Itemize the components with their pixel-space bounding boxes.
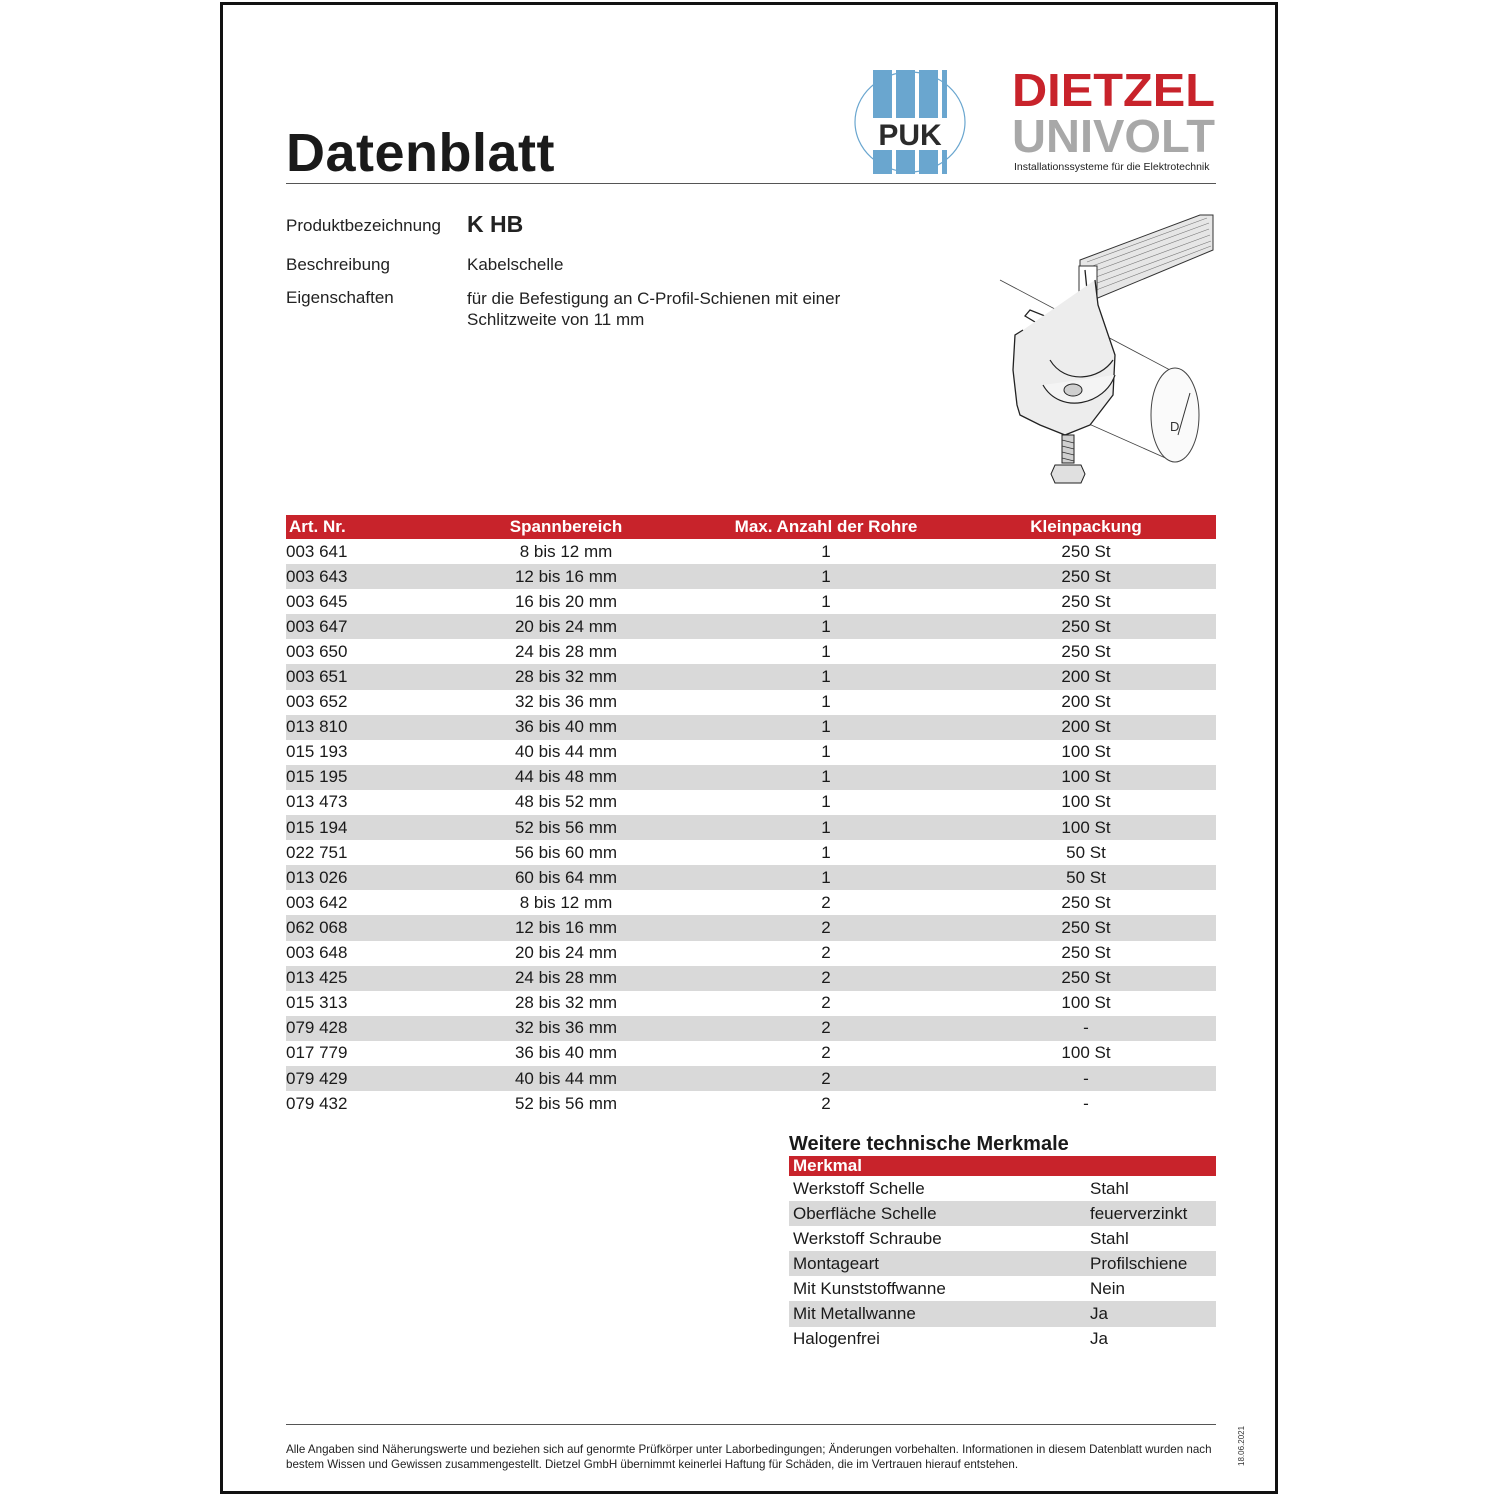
- puk-logo: [853, 68, 968, 176]
- table-row: [286, 966, 1216, 991]
- table-row: [286, 740, 1216, 765]
- kleinpackung-cell: 250 St: [1061, 591, 1111, 611]
- col-max-rohre: Max. Anzahl der Rohre: [734, 517, 918, 536]
- spannbereich-cell: 40 bis 44 mm: [514, 1068, 618, 1088]
- spannbereich-cell: 12 bis 16 mm: [514, 917, 618, 937]
- max-rohre-cell: 1: [821, 541, 831, 561]
- art-nr-cell: 079 432: [286, 1093, 348, 1113]
- art-nr-cell: 003 645: [286, 591, 348, 611]
- max-rohre-cell: 1: [821, 591, 831, 611]
- spannbereich-cell: 52 bis 56 mm: [514, 1093, 618, 1113]
- articles-table-header: [286, 515, 1216, 539]
- feature-value-cell: Nein: [1090, 1278, 1125, 1298]
- max-rohre-cell: 1: [821, 742, 831, 762]
- feature-row: [789, 1327, 1216, 1352]
- spannbereich-cell: 20 bis 24 mm: [514, 943, 618, 963]
- kleinpackung-cell: -: [1083, 1093, 1089, 1113]
- art-nr-cell: 079 428: [286, 1018, 348, 1038]
- feature-value-cell: Stahl: [1090, 1178, 1129, 1198]
- table-row: [286, 890, 1216, 915]
- kleinpackung-cell: 200 St: [1061, 692, 1111, 712]
- description-value: Kabelschelle: [467, 255, 564, 274]
- product-name: K HB: [467, 211, 524, 237]
- feature-row: [789, 1176, 1216, 1201]
- feature-name-cell: Oberfläche Schelle: [793, 1203, 937, 1223]
- kleinpackung-cell: 50 St: [1066, 842, 1106, 862]
- spannbereich-cell: 28 bis 32 mm: [514, 667, 618, 687]
- max-rohre-cell: 2: [821, 1018, 831, 1038]
- table-row: [286, 941, 1216, 966]
- max-rohre-cell: 2: [821, 943, 831, 963]
- art-nr-cell: 003 651: [286, 667, 348, 687]
- feature-value-cell: Ja: [1090, 1329, 1108, 1349]
- description-label: Beschreibung: [286, 255, 390, 274]
- univolt-logo-text: UNIVOLT: [1012, 110, 1215, 162]
- max-rohre-cell: 2: [821, 968, 831, 988]
- kleinpackung-cell: 250 St: [1061, 566, 1111, 586]
- table-row: [286, 664, 1216, 689]
- spannbereich-cell: 32 bis 36 mm: [514, 1018, 618, 1038]
- art-nr-cell: 003 642: [286, 892, 348, 912]
- max-rohre-cell: 1: [821, 641, 831, 661]
- max-rohre-cell: 1: [821, 616, 831, 636]
- art-nr-cell: 015 195: [286, 767, 348, 787]
- spannbereich-cell: 32 bis 36 mm: [514, 692, 618, 712]
- art-nr-cell: 022 751: [286, 842, 348, 862]
- max-rohre-cell: 2: [821, 1093, 831, 1113]
- feature-row: [789, 1251, 1216, 1276]
- pipe-diameter-label: D: [1170, 419, 1180, 434]
- art-nr-cell: 017 779: [286, 1043, 348, 1063]
- table-row: [286, 840, 1216, 865]
- spannbereich-cell: 20 bis 24 mm: [514, 616, 618, 636]
- table-row: [286, 589, 1216, 614]
- art-nr-cell: 015 313: [286, 993, 348, 1013]
- kleinpackung-cell: 100 St: [1061, 817, 1111, 837]
- kleinpackung-cell: 250 St: [1061, 892, 1111, 912]
- art-nr-cell: 015 194: [286, 817, 348, 837]
- max-rohre-cell: 1: [821, 817, 831, 837]
- kleinpackung-cell: -: [1083, 1018, 1089, 1038]
- kleinpackung-cell: 250 St: [1061, 541, 1111, 561]
- articles-table: [286, 515, 1216, 1116]
- table-row: [286, 1016, 1216, 1041]
- table-row: [286, 1066, 1216, 1091]
- max-rohre-cell: 1: [821, 717, 831, 737]
- table-row: [286, 765, 1216, 790]
- kleinpackung-cell: 250 St: [1061, 917, 1111, 937]
- spannbereich-cell: 44 bis 48 mm: [514, 767, 618, 787]
- feature-name-cell: Werkstoff Schelle: [793, 1178, 925, 1198]
- max-rohre-cell: 1: [821, 792, 831, 812]
- kleinpackung-cell: 250 St: [1061, 943, 1111, 963]
- table-row: [286, 865, 1216, 890]
- spannbereich-cell: 8 bis 12 mm: [519, 541, 613, 561]
- table-row: [286, 639, 1216, 664]
- feature-row: [789, 1226, 1216, 1251]
- properties-label: Eigenschaften: [286, 288, 394, 307]
- kleinpackung-cell: 50 St: [1066, 867, 1106, 887]
- table-row: [286, 715, 1216, 740]
- art-nr-cell: 003 652: [286, 692, 348, 712]
- feature-row: [789, 1201, 1216, 1226]
- table-row: [286, 539, 1216, 564]
- articles-table-body: [286, 539, 1216, 1116]
- art-nr-cell: 013 473: [286, 792, 348, 812]
- table-row: [286, 991, 1216, 1016]
- kleinpackung-cell: -: [1083, 1068, 1089, 1088]
- max-rohre-cell: 1: [821, 867, 831, 887]
- max-rohre-cell: 2: [821, 892, 831, 912]
- properties-value: für die Befestigung an C-Profil-Schienen mit einer Schlitzweite von 11 mm: [467, 289, 841, 329]
- table-row: [286, 815, 1216, 840]
- footer-divider: [286, 1424, 1216, 1425]
- footer-disclaimer: Alle Angaben sind Näherungswerte und beziehen sich auf genormte Prüfkörper unter Laborbedingungen; Änderungen vorbehalten. Informationen in diesem Datenblatt wurden nach bestem Wissen und Gewissen zusammengestellt. Dietzel GmbH übernimmt keinerlei Haftung für Schäden, die im Vertrauen hierauf entstehen.: [286, 1443, 1212, 1471]
- art-nr-cell: 013 026: [286, 867, 348, 887]
- kleinpackung-cell: 100 St: [1061, 1043, 1111, 1063]
- spannbereich-cell: 36 bis 40 mm: [514, 1043, 618, 1063]
- table-row: [286, 564, 1216, 589]
- art-nr-cell: 015 193: [286, 742, 348, 762]
- max-rohre-cell: 1: [821, 692, 831, 712]
- spannbereich-cell: 52 bis 56 mm: [514, 817, 618, 837]
- spannbereich-cell: 48 bis 52 mm: [514, 792, 618, 812]
- feature-row: [789, 1276, 1216, 1301]
- header-divider: [286, 183, 1216, 184]
- dietzel-logo-text: DIETZEL: [1012, 66, 1215, 116]
- kleinpackung-cell: 250 St: [1061, 641, 1111, 661]
- art-nr-cell: 003 647: [286, 616, 348, 636]
- spannbereich-cell: 16 bis 20 mm: [514, 591, 618, 611]
- kleinpackung-cell: 100 St: [1061, 767, 1111, 787]
- spannbereich-cell: 12 bis 16 mm: [514, 566, 618, 586]
- feature-name-cell: Halogenfrei: [793, 1329, 880, 1349]
- art-nr-cell: 079 429: [286, 1068, 348, 1088]
- max-rohre-cell: 2: [821, 993, 831, 1013]
- feature-name-cell: Mit Kunststoffwanne: [793, 1278, 946, 1298]
- spannbereich-cell: 60 bis 64 mm: [514, 867, 618, 887]
- art-nr-cell: 003 650: [286, 641, 348, 661]
- spannbereich-cell: 56 bis 60 mm: [514, 842, 618, 862]
- spannbereich-cell: 28 bis 32 mm: [514, 993, 618, 1013]
- features-table-body: [789, 1176, 1216, 1352]
- table-row: [286, 790, 1216, 815]
- feature-value-cell: Stahl: [1090, 1228, 1129, 1248]
- kleinpackung-cell: 200 St: [1061, 667, 1111, 687]
- product-name-label: Produktbezeichnung: [286, 216, 442, 235]
- feature-name-cell: Mit Metallwanne: [793, 1304, 916, 1324]
- art-nr-cell: 013 425: [286, 968, 348, 988]
- table-row: [286, 915, 1216, 940]
- features-title: Weitere technische Merkmale: [789, 1133, 1069, 1155]
- table-row: [286, 1091, 1216, 1116]
- col-art-nr: Art. Nr.: [289, 517, 346, 536]
- kleinpackung-cell: 100 St: [1061, 993, 1111, 1013]
- spannbereich-cell: 8 bis 12 mm: [519, 892, 613, 912]
- max-rohre-cell: 1: [821, 767, 831, 787]
- col-spannbereich: Spannbereich: [509, 517, 623, 536]
- feature-value-cell: feuerverzinkt: [1090, 1203, 1188, 1223]
- max-rohre-cell: 1: [821, 667, 831, 687]
- spannbereich-cell: 24 bis 28 mm: [514, 968, 618, 988]
- kleinpackung-cell: 250 St: [1061, 968, 1111, 988]
- page-title: Datenblatt: [286, 123, 556, 183]
- cable-clamp-illustration: [995, 210, 1217, 495]
- feature-name-cell: Werkstoff Schraube: [793, 1228, 942, 1248]
- max-rohre-cell: 2: [821, 1043, 831, 1063]
- feature-value-cell: Profilschiene: [1090, 1253, 1188, 1273]
- features-table: [789, 1156, 1216, 1352]
- art-nr-cell: 062 068: [286, 917, 348, 937]
- feature-row: [789, 1301, 1216, 1326]
- features-table-header: Merkmal: [789, 1156, 1216, 1176]
- max-rohre-cell: 1: [821, 842, 831, 862]
- max-rohre-cell: 1: [821, 566, 831, 586]
- kleinpackung-cell: 100 St: [1061, 792, 1111, 812]
- max-rohre-cell: 2: [821, 917, 831, 937]
- kleinpackung-cell: 200 St: [1061, 717, 1111, 737]
- logo-tagline: Installationssysteme für die Elektrotechnik: [1014, 161, 1210, 173]
- col-kleinpackung: Kleinpackung: [1030, 517, 1142, 536]
- puk-logo-text: PUK: [878, 119, 942, 152]
- feature-value-cell: Ja: [1090, 1304, 1108, 1324]
- art-nr-cell: 013 810: [286, 717, 348, 737]
- kleinpackung-cell: 100 St: [1061, 742, 1111, 762]
- spannbereich-cell: 40 bis 44 mm: [514, 742, 618, 762]
- kleinpackung-cell: 250 St: [1061, 616, 1111, 636]
- document-date: 18.06.2021: [1237, 1425, 1246, 1466]
- art-nr-cell: 003 643: [286, 566, 348, 586]
- table-row: [286, 614, 1216, 639]
- table-row: [286, 1041, 1216, 1066]
- spannbereich-cell: 24 bis 28 mm: [514, 641, 618, 661]
- max-rohre-cell: 2: [821, 1068, 831, 1088]
- feature-name-cell: Montageart: [793, 1253, 879, 1273]
- table-row: [286, 690, 1216, 715]
- art-nr-cell: 003 648: [286, 943, 348, 963]
- art-nr-cell: 003 641: [286, 541, 348, 561]
- spannbereich-cell: 36 bis 40 mm: [514, 717, 618, 737]
